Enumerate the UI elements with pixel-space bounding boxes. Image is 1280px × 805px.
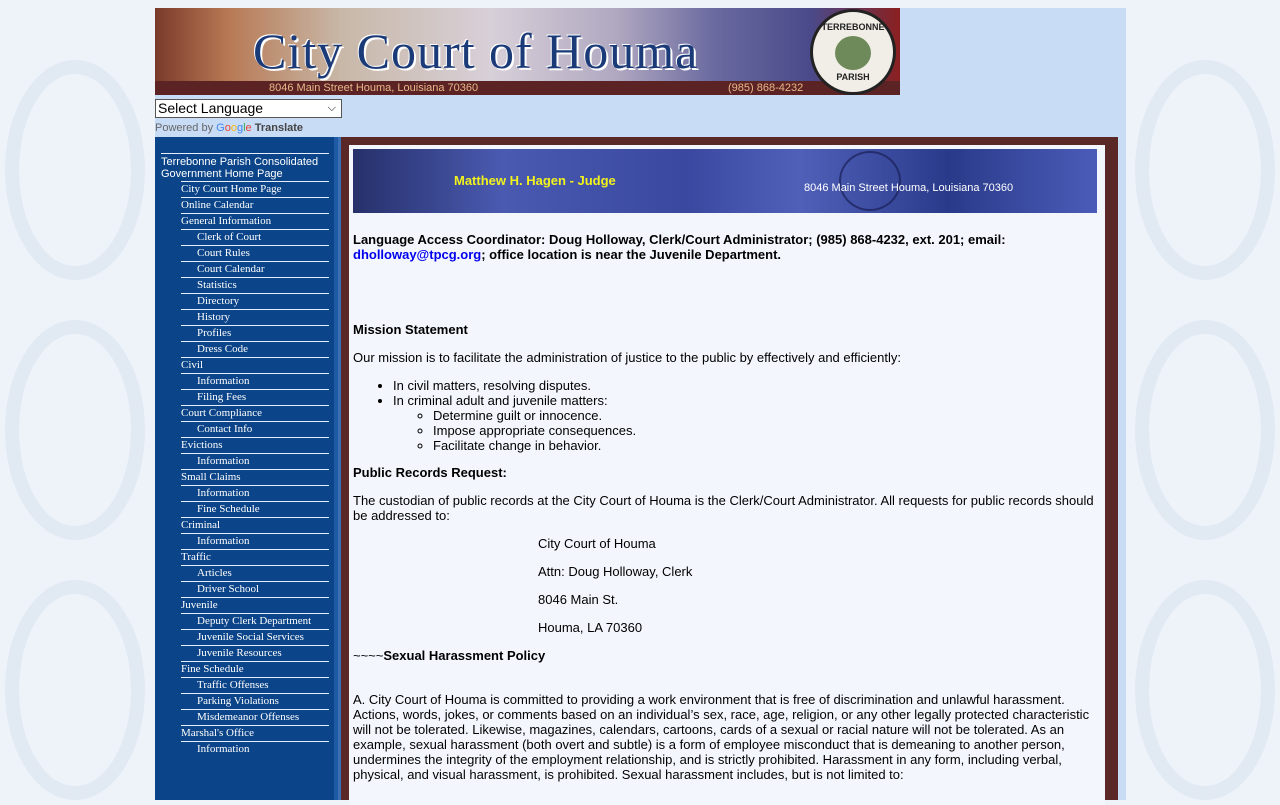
records-heading: Public Records Request: bbox=[353, 465, 507, 480]
sidebar-item[interactable]: Traffic Offenses bbox=[181, 677, 329, 693]
banner-phone: (985) 868-4232 bbox=[728, 82, 804, 94]
sidebar-item[interactable]: Profiles bbox=[181, 325, 329, 341]
list-item: ◦ Impose appropriate consequences. bbox=[433, 423, 1097, 438]
list-item: ◦ Facilitate change in behavior. bbox=[433, 438, 1097, 453]
sidebar-item[interactable]: Driver School bbox=[181, 581, 329, 597]
l: l bbox=[243, 122, 246, 134]
sidebar-item[interactable]: Court Rules bbox=[181, 245, 329, 261]
lac-text: Language Access Coordinator: Doug Holloway, Clerk/Court Administrator; (985) 868-4232, ext. 201; email: bbox=[353, 232, 1006, 247]
sidebar-item[interactable]: Terrebonne Parish Consolidated Government Home Page bbox=[161, 153, 329, 181]
chevron-down-icon: ⌵ bbox=[327, 102, 336, 114]
powered-by-label: Powered by bbox=[155, 122, 214, 134]
sidebar-item[interactable]: Parking Violations bbox=[181, 693, 329, 709]
powered-by-google-translate[interactable] bbox=[155, 122, 303, 134]
mission-list bbox=[393, 378, 1097, 453]
sidebar-item[interactable]: Clerk of Court bbox=[181, 229, 329, 245]
banner-strip bbox=[155, 81, 900, 95]
o: o bbox=[224, 122, 231, 134]
seal-top-text: TERREBONNE bbox=[821, 22, 885, 32]
sidebar-nav bbox=[155, 137, 338, 800]
language-access-coordinator bbox=[353, 232, 1097, 262]
list-item: ◦ Determine guilt or innocence. bbox=[433, 408, 1097, 423]
mission-text: Our mission is to facilitate the administration of justice to the public by effectively and efficiently: bbox=[353, 350, 901, 365]
language-select[interactable] bbox=[155, 99, 342, 118]
sidebar-item[interactable]: Court Compliance bbox=[181, 405, 329, 421]
sidebar-item[interactable]: Statistics bbox=[181, 277, 329, 293]
records-text: The custodian of public records at the City Court of Houma is the Clerk/Court Administrator. All requests for public records should be addressed to: bbox=[353, 493, 1094, 523]
page-container bbox=[155, 8, 1126, 800]
site-banner bbox=[155, 8, 900, 95]
e: e bbox=[245, 122, 252, 134]
sidebar-item[interactable]: Directory bbox=[181, 293, 329, 309]
sidebar-item[interactable]: Evictions bbox=[181, 437, 329, 453]
address-line: Houma, LA 70360 bbox=[538, 620, 643, 635]
sidebar-item[interactable]: Fine Schedule bbox=[181, 661, 329, 677]
sidebar-item[interactable]: Information bbox=[181, 373, 329, 389]
address-line: 8046 Main St. bbox=[538, 592, 619, 607]
parish-seal-icon bbox=[810, 9, 896, 95]
sidebar-item[interactable]: Articles bbox=[181, 565, 329, 581]
list-item bbox=[393, 393, 1097, 453]
sidebar-item[interactable]: Information bbox=[181, 741, 329, 757]
o: o bbox=[230, 122, 237, 134]
google-logo bbox=[216, 122, 252, 134]
judge-banner-address: 8046 Main Street Houma, Louisiana 70360 bbox=[804, 182, 1014, 194]
sidebar-item[interactable]: General Information bbox=[181, 213, 329, 229]
sidebar-item[interactable]: History bbox=[181, 309, 329, 325]
watermark-seal bbox=[5, 60, 145, 280]
mailing-address bbox=[538, 536, 1097, 635]
watermark-seal bbox=[5, 320, 145, 540]
banner-address: 8046 Main Street Houma, Louisiana 70360 bbox=[269, 82, 479, 94]
sidebar-item[interactable]: Dress Code bbox=[181, 341, 329, 357]
translate-label: Translate bbox=[254, 122, 304, 134]
sidebar-item[interactable]: Contact Info bbox=[181, 421, 329, 437]
sidebar-item[interactable]: Fine Schedule bbox=[181, 501, 329, 517]
lac-rest: ; office location is near the Juvenile Department. bbox=[481, 247, 782, 262]
address-line: City Court of Houma bbox=[538, 536, 656, 551]
sidebar-item[interactable]: City Court Home Page bbox=[181, 181, 329, 197]
g: G bbox=[216, 122, 225, 134]
sidebar-item[interactable]: Misdemeanor Offenses bbox=[181, 709, 329, 725]
address-line: Attn: Doug Holloway, Clerk bbox=[538, 564, 693, 579]
watermark-seal bbox=[1135, 60, 1275, 280]
sidebar-item[interactable]: Information bbox=[181, 533, 329, 549]
watermark-seal bbox=[5, 580, 145, 800]
harassment-heading bbox=[353, 648, 1097, 663]
sidebar-item[interactable]: Court Calendar bbox=[181, 261, 329, 277]
list-item: • In civil matters, resolving disputes. bbox=[393, 378, 1097, 393]
sidebar-item[interactable]: Juvenile Resources bbox=[181, 645, 329, 661]
judge-banner bbox=[353, 149, 1097, 213]
sidebar-item[interactable]: Criminal bbox=[181, 517, 329, 533]
email-link[interactable]: dholloway@tpcg.org bbox=[353, 247, 482, 262]
harassment-prefix: ~~~~ bbox=[353, 648, 384, 663]
seal-bottom-text: PARISH bbox=[836, 72, 870, 82]
judge-name: Matthew H. Hagen - Judge bbox=[454, 173, 616, 188]
sidebar-item[interactable]: Information bbox=[181, 453, 329, 469]
language-select-value: Select Language bbox=[158, 100, 264, 116]
sidebar-item[interactable]: Small Claims bbox=[181, 469, 329, 485]
main-content bbox=[349, 145, 1105, 805]
harassment-title: Sexual Harassment Policy bbox=[383, 648, 546, 663]
sidebar-item[interactable]: Online Calendar bbox=[181, 197, 329, 213]
sidebar-item[interactable]: Filing Fees bbox=[181, 389, 329, 405]
watermark-seal bbox=[1135, 580, 1275, 800]
harassment-text: A. City Court of Houma is committed to providing a work environment that is free of discrimination and unlawful harassment. Actions, words, jokes, or comments based on an individual’s sex, race, age, religion, or any other legally protected characteristic will not be tolerated. Likewise, magazines, calendars, cartoons, cards of a sexual or racial nature will not be tolerated. As an example, sexual harassment (both overt and subtle) is a form of employee misconduct that is demeaning to another person, undermines the integrity of the employment relationship, and is strictly prohibited. Harassment in any form, including verbal, physical, and visual harassment, is prohibited. Sexual harassment includes, but is not limited to: bbox=[353, 692, 1090, 782]
watermark-seal bbox=[1135, 320, 1275, 540]
sidebar-item[interactable]: Marshal's Office bbox=[181, 725, 329, 741]
sidebar-item[interactable]: Juvenile bbox=[181, 597, 329, 613]
content-frame bbox=[338, 137, 1118, 800]
seal-center bbox=[835, 36, 871, 70]
sidebar-item[interactable]: Deputy Clerk Department bbox=[181, 613, 329, 629]
sidebar-item[interactable]: Information bbox=[181, 485, 329, 501]
sidebar-item[interactable]: Traffic bbox=[181, 549, 329, 565]
site-title: City Court of Houma bbox=[253, 23, 699, 79]
list-item-text: In criminal adult and juvenile matters: bbox=[393, 393, 608, 408]
sidebar-item[interactable]: Juvenile Social Services bbox=[181, 629, 329, 645]
g: g bbox=[236, 122, 244, 134]
sidebar-item[interactable]: Civil bbox=[181, 357, 329, 373]
mission-heading: Mission Statement bbox=[353, 322, 468, 337]
